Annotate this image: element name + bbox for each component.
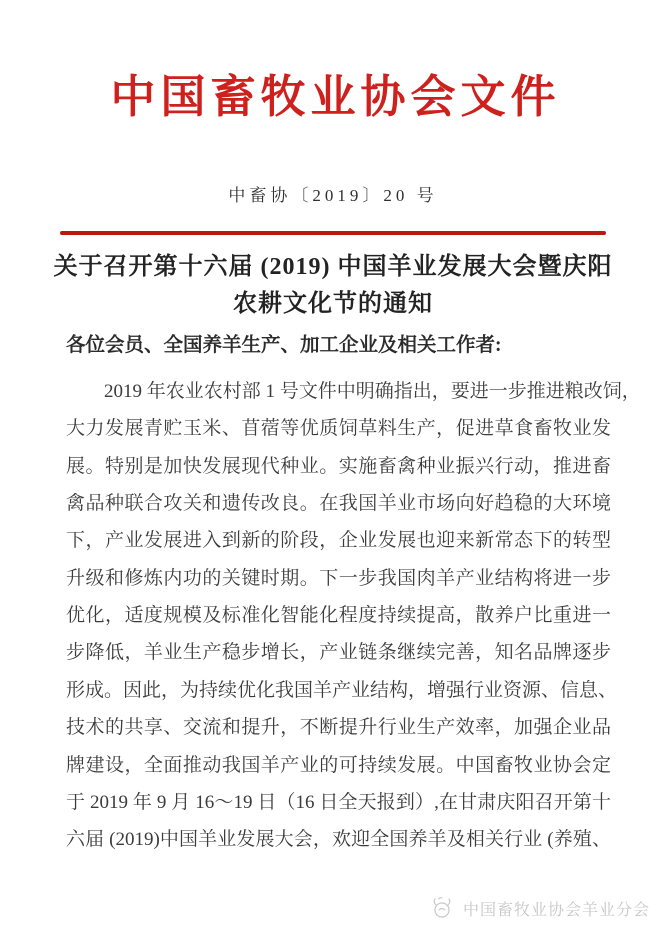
- watermark-label: 中国畜牧业协会羊业分会: [462, 901, 650, 919]
- body-line: 升级和修炼内功的关键时期。下一步我国肉羊产业结构将进一步: [66, 567, 611, 589]
- sheep-association-logo-icon: [427, 896, 457, 920]
- body-line: 步降低，羊业生产稳步增长，产业链条继续完善，知名品牌逐步: [66, 642, 611, 664]
- body-line: 禽品种联合攻关和遗传改良。在我国羊业市场向好趋稳的大环境: [66, 492, 611, 514]
- body-line: 牌建设，全面推动我国羊产业的可持续发展。中国畜牧业协会定: [66, 754, 611, 776]
- letterhead-title: 中国畜牧业协会文件: [110, 72, 561, 122]
- footer-watermark: [427, 896, 650, 920]
- body-line: 六届 (2019)中国羊业发展大会，欢迎全国养羊及相关行业 (养殖、: [66, 829, 611, 851]
- notice-title: [0, 249, 666, 323]
- body-line: 展。特别是加快发展现代种业。实施畜禽种业振兴行动，推进畜: [66, 455, 611, 477]
- body-line: 优化，适度规模及标准化智能化程度持续提高，散养户比重进一: [66, 605, 611, 627]
- salutation: 各位会员、全国养羊生产、加工企业及相关工作者:: [66, 334, 502, 356]
- red-divider-line: [60, 231, 606, 235]
- body-paragraph: [66, 373, 641, 859]
- body-line: 形成。因此，为持续优化我国羊产业结构，增强行业资源、信息、: [66, 679, 618, 701]
- notice-title-line-2: 农耕文化节的通知: [233, 290, 433, 317]
- body-line: 于 2019 年 9 月 16～19 日（16 日全天报到）,在甘肃庆阳召开第十: [66, 792, 611, 814]
- body-line: 下，产业发展进入到新的阶段，企业发展也迎来新常态下的转型: [66, 530, 611, 552]
- document-number: 中畜协〔2019〕20 号: [228, 185, 438, 205]
- body-line: 2019 年农业农村部 1 号文件中明确指出，要进一步推进粮改饲，: [66, 380, 641, 402]
- body-line: 大力发展青贮玉米、苜蓿等优质饲草料生产，促进草食畜牧业发: [66, 418, 611, 440]
- body-line: 技术的共享、交流和提升，不断提升行业生产效率，加强企业品: [66, 717, 611, 739]
- notice-title-line-1: 关于召开第十六届 (2019) 中国羊业发展大会暨庆阳: [53, 253, 613, 280]
